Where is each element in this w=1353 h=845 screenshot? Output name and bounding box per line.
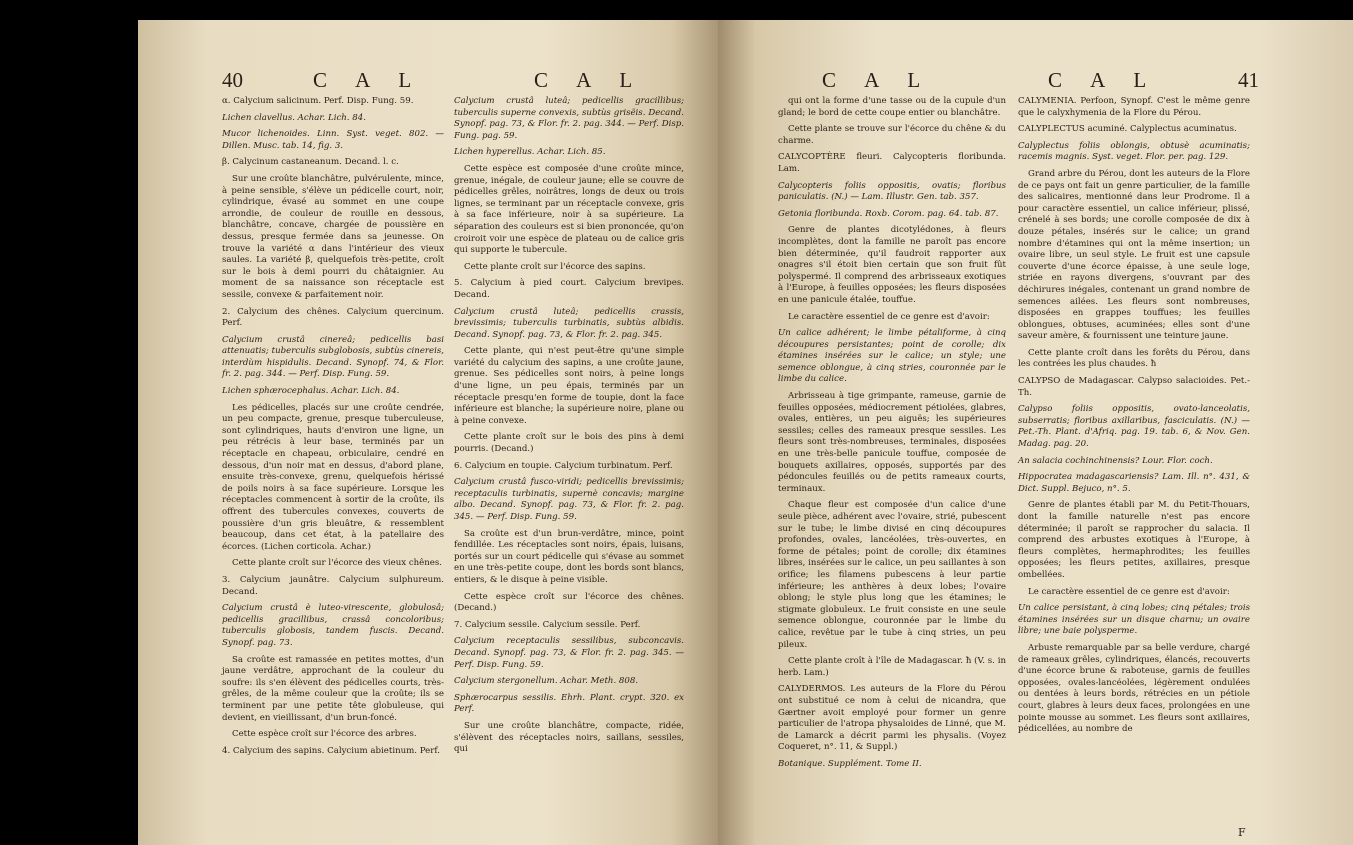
paragraph: Calycium crustâ luteâ; pedicellis gracillibus; tuberculis superne convexis, subtùs grisëis. Decand. Synopf. pag. 73, & Flor. fr. 2. pag. 344. — Perf. Disp. Fung. pag. 59. (454, 96, 684, 141)
paragraph: Calycium receptaculis sessilibus, subconcavis. Decand. Synopf. pag. 73, & Flor. fr. 2. pag. 345. — Perf. Disp. Fung. 59. (454, 636, 684, 670)
paragraph: Cette espèce croît sur l'écorce des chênes. (Decand.) (454, 591, 684, 614)
running-head-right: C A L (822, 68, 933, 92)
paragraph: Calycopteris foliis oppositis, ovatis; floribus paniculatis. (N.) — Lam. Illustr. Gen. tab. 357. (778, 180, 1006, 203)
paragraph: 6. Calycium en toupie. Calycium turbinatum. Perf. (454, 460, 673, 471)
paragraph: Mucor lichenoides. Linn. Syst. veget. 802. — Dillen. Musc. tab. 14, fig. 3. (222, 129, 444, 151)
paragraph: Lichen sphærocephalus. Achar. Lich. 84. (222, 386, 400, 397)
book-spread (138, 20, 1353, 845)
paragraph: 7. Calycium sessile. Calycium sessile. Perf. (454, 619, 641, 630)
paragraph: Botanique. Supplément. Tome II. (778, 758, 922, 769)
paragraph: Grand arbre du Pérou, dont les auteurs de la Flore de ce pays ont fait un genre particulier, de la famille des salicaires, mentionné dans leur Prodrome. Il a pour caractère essentiel, un calice inférieur, plissé, crénelé à ses bords; une corolle composée de dix à douze pétales, insérés sur le calice; un grand nombre d'étamines qui ont la même insertion; un ovaire libre, un seul style. Le fruit est une capsule couverte d'une écorce épaisse, à une seule loge, striée en rayons divergens, s'ouvrant par des déchirures inégales, contenant un grand nombre de semences ailées. Les fleurs sont nombreuses, disposées en grappes touffues; les feuilles oblongues, obtuses, acuminées; elles sont d'une saveur amère, & fournissent une teinture jaune. (1018, 168, 1250, 342)
left-page (138, 20, 718, 845)
signature-mark: F (1238, 826, 1246, 839)
paragraph: Les pédicelles, placés sur une croûte cendrée, un peu compacte, grenue, presque tuberculeuse, sont cylindriques, hauts d'environ une ligne, un peu rétrécis à leur base, terminés par un réceptacle en chapeau, orbiculaire, cendré en dessous, d'un noir mat en dessus, d'abord plane, ensuite très-convexe, grenu, quelquefois hérissé de poils noirs à sa face supérieure. Lorsque les réceptacles commencent à sortir de la croûte, ils offrent des tubercules convexes, couverts de poussière d'un gris bleuâtre, & ressemblent beaucoup, dans cet état, à la patellaire des écorces. (Lichen corticola. Achar.) (222, 402, 444, 552)
paragraph: Getonia floribunda. Roxb. Corom. pag. 64. tab. 87. (778, 208, 999, 219)
paragraph: Un calice persistant, à cinq lobes; cinq pétales; trois étamines insérées sur un disque charnu; un ovaire libre; une baie polysperme. (1018, 603, 1250, 637)
paragraph: Cette plante, qui n'est peut-être qu'une simple variété du calycium des sapins, a une croûte jaune, grenue. Ses pédicelles sont noirs, à peine longs d'une ligne, un peu épais, terminés par un réceptacle presqu'en forme de toupie, dont la face inférieure est blanche; la supérieure noire, plane ou à peine convexe. (454, 346, 684, 426)
paragraph: CALYDERMOS. Les auteurs de la Flore du Pérou ont substitué ce nom à celui de nicandra, que Gærtner avoit employé pour former un genre particulier de l'atropa physaloides de Linné, que M. de Lamarck a décrit parmi les physalis. (Voyez Coqueret, n°. 11, & Suppl.) (778, 684, 1006, 753)
paragraph: 2. Calycium des chênes. Calycium quercinum. Perf. (222, 306, 444, 329)
paragraph: 5. Calycium à pied court. Calycium brevipes. Decand. (454, 278, 684, 300)
paragraph: Genre de plantes dicotylédones, à fleurs incomplètes, dont la famille ne paroît pas encore bien déterminée, qu'il faudroit rapporter aux onagres s'il étoit bien certain que son fruit fût polyspermé. Il comprend des arbrisseaux exotiques à l'Europe, à feuilles opposées; les fleurs disposées en une panicule étalée, touffue. (778, 225, 1006, 305)
paragraph: Cette plante croît sur le bois des pins à demi pourris. (Decand.) (454, 432, 684, 455)
paragraph: Cette plante croît sur l'écorce des vieux chênes. (232, 558, 443, 569)
paragraph: Cette espèce croît sur l'écorce des arbres. (232, 729, 417, 740)
paragraph: Calycium stergonellum. Achar. Meth. 808. (454, 676, 639, 687)
paragraph: Cette plante croît à l'île de Madagascar. ħ (V. s. in herb. Lam.) (778, 656, 1006, 678)
running-head-left: C A L (313, 68, 424, 92)
paragraph: Calypso foliis oppositis, ovato-lanceolatis, subserratis; floribus axillaribus, fasciculatis. (N.) — Pet.-Th. Plant. d'Afriq. pag. 19. tab. 6, & Nov. Gen. Madag. pag. 20. (1018, 404, 1250, 450)
paragraph: Lichen clavellus. Achar. Lich. 84. (222, 112, 366, 123)
running-head-right-2: C A L (1048, 68, 1159, 92)
paragraph: Calyplectus foliis oblongis, obtusè acuminatis; racemis magnis. Syst. veget. Flor. per. pag. 129. (1018, 140, 1250, 163)
running-head-left-2: C A L (534, 68, 645, 92)
paragraph: β. Calycinum castaneanum. Decand. l. c. (222, 157, 399, 168)
paragraph: Calycium crustâ fusco-viridi; pedicellis brevissimis; receptaculis turbinatis, supernè concavis; margine albo. Decand. Synopf. pag. 73, & Flor. fr. 2. pag. 345. — Perf. Disp. Fung. 59. (454, 477, 684, 522)
paragraph: Sur une croûte blanchâtre, pulvérulente, mince, à peine sensible, s'élève un pédicelle court, noir, cylindrique, évasé au sommet en une coupe arrondie, de couleur de rouille en dessous, blanchâtre, concave, chargée de poussière en dessus, presque fermée dans sa jeunesse. On trouve la variété α dans l'intérieur des vieux saules. La variété β, quelquefois très-petite, croît sur le bois à demi pourri du châtaignier. Au moment de sa naissance son réceptacle est sessile, convexe & parfaitement noir. (222, 173, 444, 300)
page-number-left: 40 (222, 68, 243, 92)
paragraph: Calycium crustâ cinereâ; pedicellis basi attenuatis; tuberculis subglobosis, subtùs cinereis, interdùm hispidulis. Decand. Synopf. 74, & Flor. fr. 2. pag. 344. — Perf. Disp. Fung. 59. (222, 334, 444, 380)
paragraph: Hippocratea madagascariensis? Lam. Ill. n°. 431, & Dict. Suppl. Bejuco, n°. 5. (1018, 472, 1250, 494)
paragraph: Le caractère essentiel de ce genre est d'avoir: (1028, 586, 1230, 597)
paragraph: CALYPLECTUS acuminé. Calyplectus acuminatus. (1018, 124, 1237, 135)
paragraph: Chaque fleur est composée d'un calice d'une seule pièce, adhérent avec l'ovaire, strié, pubescent sur le tube; le limbe divisé en cinq découpures profondes, ovales, lancéolées, très-ouvertes, en forme de pétales; point de corolle; dix étamines libres, insérées sur le calice, un peu saillantes à son orifice; les filamens pubescens à leur partie inférieure; les anthères à deux lobes; l'ovaire oblong; le style plus long que les étamines; le stigmate globuleux. Le fruit consiste en une seule semence oblongue, couronnée par le limbe du calice, revêtue par le tube à cinq stries, un peu pileux. (778, 500, 1006, 650)
right-column-2 (1018, 96, 1250, 741)
paragraph: Lichen hyperellus. Achar. Lich. 85. (454, 147, 606, 158)
paragraph: Arbuste remarquable par sa belle verdure, chargé de rameaux grêles, cylindriques, élancés, recouverts d'une écorce brune & raboteuse, garnis de feuilles opposées, ovales-lancéolées, légèrement ondulées ou dentées à leurs bords, rétrécies en un pétiole court, glabres à leurs deux faces, prolongées en une pointe mousse au sommet. Les fleurs sont axillaires, pédicellées, au nombre de (1018, 642, 1250, 735)
left-column-1 (222, 96, 444, 762)
paragraph: Sa croûte est ramassée en petites mottes, d'un jaune verdâtre, approchant de la couleur du soufre: ils s'en élèvent des pédicelles courts, très-grêles, de la même couleur que la croûte; ils se terminent par une petite tête globuleuse, qui devient, en vieillissant, d'un brun-foncé. (222, 654, 444, 723)
paragraph: CALYPSO de Madagascar. Calypso salacioides. Pet.-Th. (1018, 376, 1250, 398)
paragraph: Sur une croûte blanchâtre, compacte, ridée, s'élèvent des réceptacles noirs, saillans, sessiles, qui (454, 720, 684, 755)
paragraph: An salacia cochinchinensis? Lour. Flor. coch. (1018, 455, 1213, 466)
paragraph: qui ont la forme d'une tasse ou de la cupule d'un gland; le bord de cette coupe entier ou blanchâtre. (778, 96, 1006, 118)
paragraph: Le caractère essentiel de ce genre est d'avoir: (788, 311, 990, 322)
right-column-1 (778, 96, 1006, 775)
paragraph: Arbrisseau à tige grimpante, rameuse, garnie de feuilles opposées, médiocrement pétiolées, glabres, ovales, entières, un peu aiguës; les supérieures sessiles; celles des rameaux presque sessiles. Les fleurs sont très-nombreuses, terminales, disposées en une très-belle panicule touffue, composée de bouquets axillaires, opposés, supportés par des pédoncules feuillés ou de petits rameaux courts, terminaux. (778, 391, 1006, 494)
page-number-right: 41 (1238, 68, 1259, 92)
paragraph: Cette plante croît dans les forêts du Pérou, dans les contrées les plus chaudes. ħ (1018, 347, 1250, 370)
paragraph: α. Calycium salicinum. Perf. Disp. Fung. 59. (222, 96, 414, 106)
paragraph: Sphærocarpus sessilis. Ehrh. Plant. crypt. 320. ex Perf. (454, 692, 684, 715)
paragraph: Calycium crustâ è luteo-virescente, globulosâ; pedicellis gracillibus, crassâ concoloribus; tuberculis globosis, tandem fuscis. Decand. Synopf. pag. 73. (222, 603, 444, 648)
paragraph: 4. Calycium des sapins. Calycium abietinum. Perf. (222, 745, 440, 756)
paragraph: Sa croûte est d'un brun-verdâtre, mince, point fendillée. Les réceptacles sont noirs, épais, luisans, portés sur un court pédicelle qui s'évase au sommet en une très-petite coupe, dont les bords sont blancs, entiers, & le disque à peine visible. (454, 528, 684, 585)
paragraph: Genre de plantes établi par M. du Petit-Thouars, dont la famille naturelle n'est pas encore déterminée; il paroît se rapprocher du salacia. Il comprend des arbustes exotiques à l'Europe, à fleurs complètes, hermaphrodites; les feuilles opposées; les fleurs petites, axillaires, presque ombellées. (1018, 500, 1250, 580)
paragraph: CALYCOPTÈRE fleuri. Calycopteris floribunda. Lam. (778, 152, 1006, 174)
paragraph: Cette espèce est composée d'une croûte mince, grenue, inégale, de couleur jaune; elle se couvre de pédicelles grêles, noirâtres, longs de deux ou trois lignes, se terminant par un réceptacle convexe, gris à sa face inférieure, noir à sa supérieure. La séparation des couleurs est si bien prononcée, qu'on croiroit voir une espèce de plateau ou de calice gris qui supporte le tubercule. (454, 163, 684, 256)
paragraph: Cette plante se trouve sur l'écorce du chêne & du charme. (778, 124, 1006, 146)
paragraph: Cette plante croît sur l'écorce des sapins. (464, 261, 646, 272)
paragraph: CALYMENIA. Perfoon, Synopf. C'est le même genre que le calyxhymenia de la Flore du Pérou. (1018, 96, 1250, 118)
paragraph: 3. Calycium jaunâtre. Calycium sulphureum. Decand. (222, 574, 444, 597)
left-column-2 (454, 96, 684, 761)
right-page (718, 20, 1353, 845)
paragraph: Un calice adhérent; le limbe pétaliforme, à cinq découpures persistantes; point de corolle; dix étamines insérées sur le calice; un style; une semence oblongue, à cinq stries, couronnée par le limbe du calice. (778, 328, 1006, 385)
paragraph: Calycium crustâ luteâ; pedicellis crassis, brevissimis; tuberculis turbinatis, subtùs albidis. Decand. Synopf. pag. 73, & Flor. fr. 2. pag. 345. (454, 306, 684, 340)
